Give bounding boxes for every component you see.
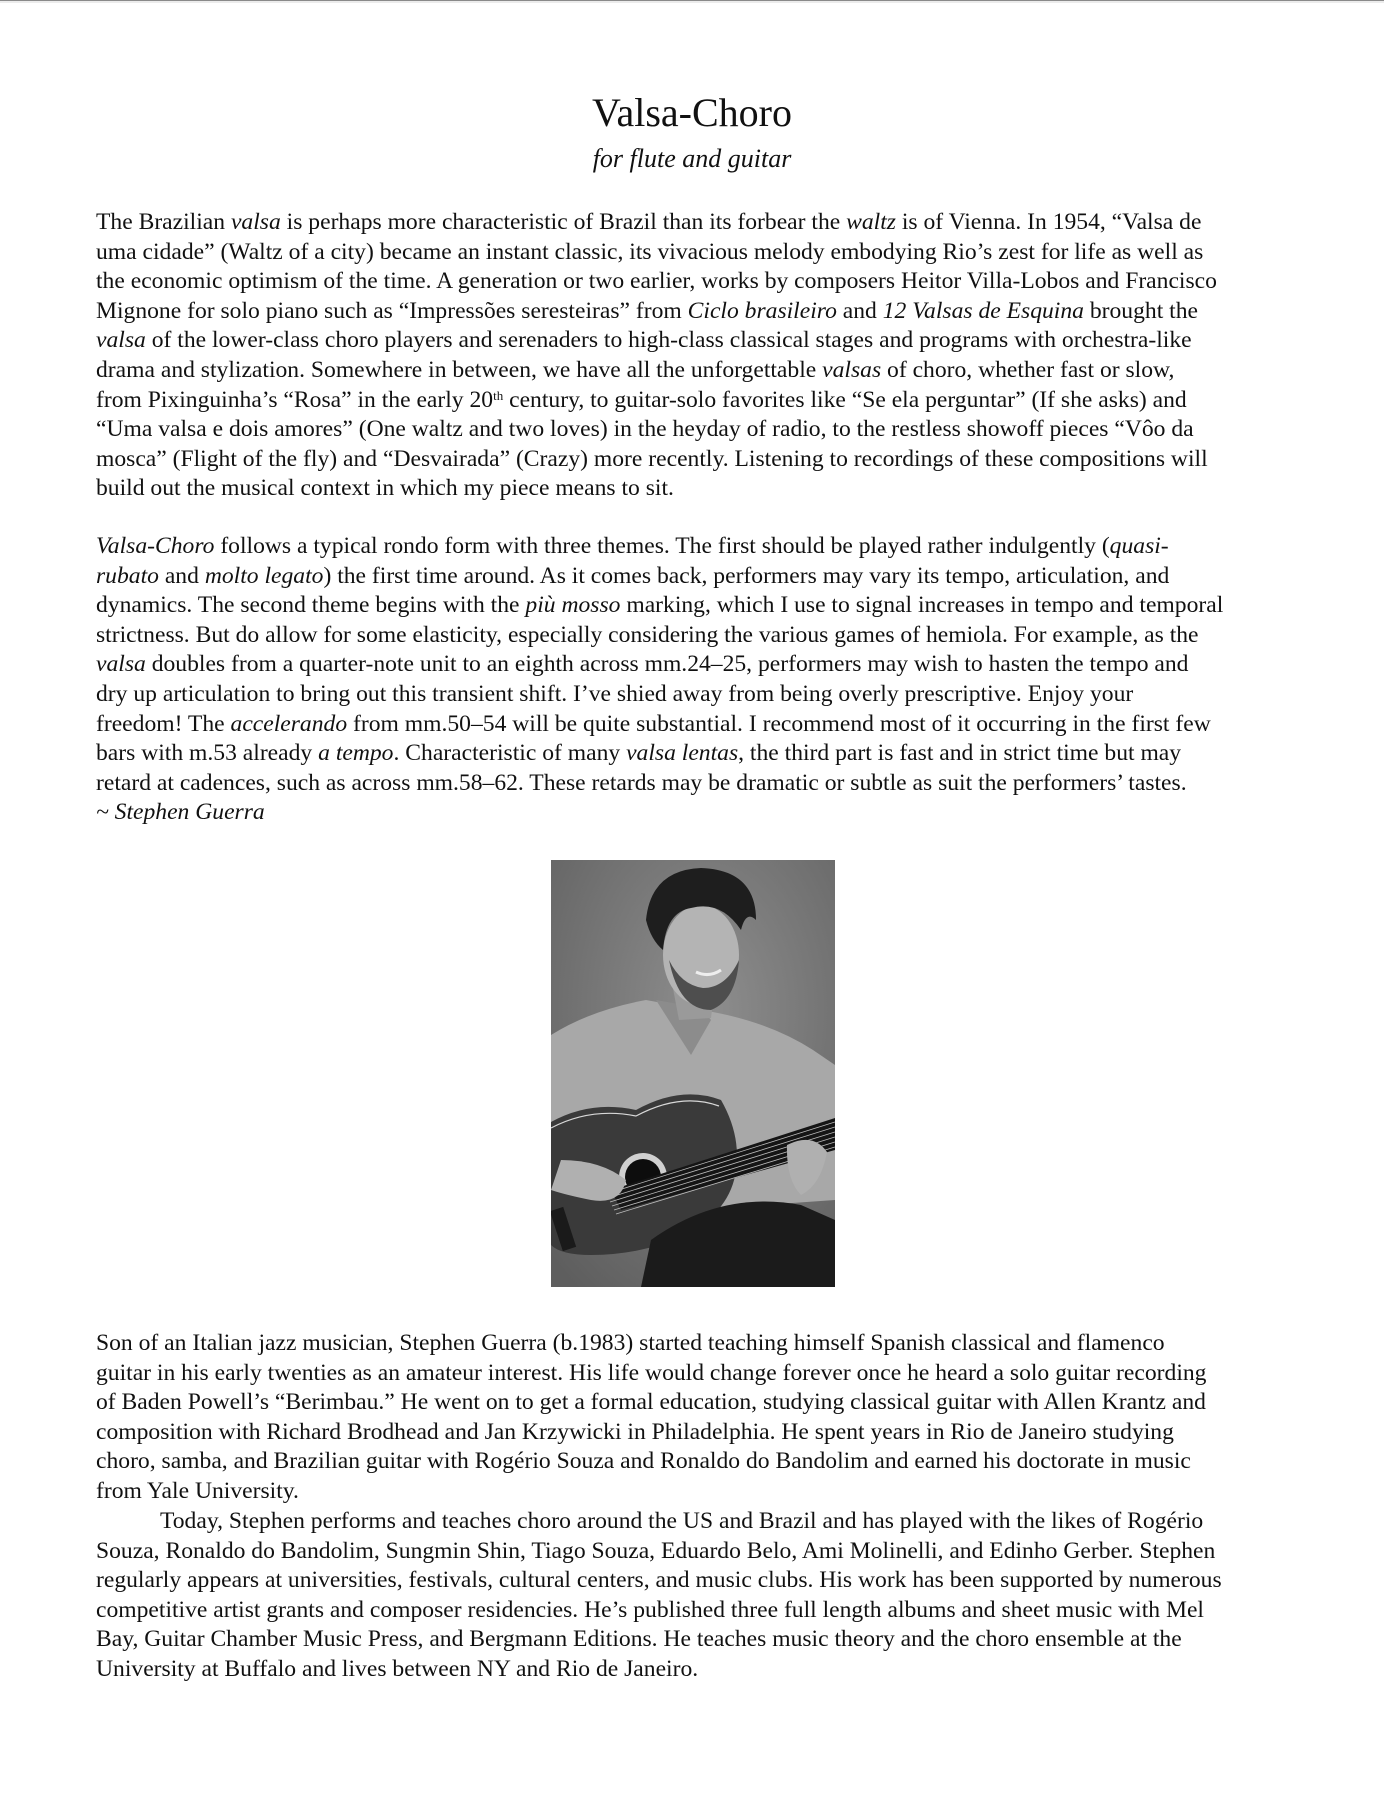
window-top-shadow [0, 1, 1384, 3]
text-run: from mm.50–54 will be quite substantial. I recommend most of it occurring in the first few [347, 710, 1211, 737]
italic-text: valsa [96, 651, 146, 678]
italic-text: a tempo [318, 740, 394, 767]
italic-text: accelerando [230, 710, 348, 737]
text-line [96, 1566, 1336, 1596]
text-line [96, 621, 1336, 651]
text-run: follows a typical rondo form with three themes. The first should be played rather indulgently ( [214, 533, 1110, 559]
composer-photo-illustration [551, 860, 835, 1287]
text-run: ) the first time around. As it comes back, performers may vary its tempo, articulation, and [323, 562, 1170, 589]
text-line [96, 1388, 1336, 1418]
text-run: University at Buffalo and lives between NY and Rio de Janeiro. [96, 1655, 699, 1682]
page-title: Valsa-Choro [592, 90, 792, 135]
text-line [96, 680, 1336, 710]
text-run: Son of an Italian jazz musician, Stephen Guerra (b.1983) started teaching himself Spanish classical and flamenco [96, 1330, 1165, 1356]
text-run: Bay, Guitar Chamber Music Press, and Bergmann Editions. He teaches music theory and the choro ensemble at the [96, 1626, 1182, 1653]
italic-text: Ciclo brasileiro [687, 297, 837, 324]
text-line [96, 1447, 1336, 1477]
text-line [96, 769, 1336, 799]
italic-text: valsa [96, 327, 146, 354]
biography-paragraph-1 [96, 1329, 1336, 1507]
text-line [96, 445, 1336, 475]
text-line [96, 1418, 1336, 1448]
text-line [96, 710, 1336, 740]
text-line [96, 474, 1336, 504]
biography-paragraph-2 [96, 1507, 1336, 1685]
text-run: choro, samba, and Brazilian guitar with Rogério Souza and Ronaldo do Bandolim and earned his doctorate in music [96, 1448, 1191, 1475]
text-line [96, 532, 1336, 562]
text-run: dry up articulation to bring out this transient shift. I’ve shied away from being overly prescriptive. Enjoy your [96, 680, 1134, 707]
text-run: brought the [1083, 297, 1198, 324]
text-run: and [158, 562, 205, 589]
text-run: doubles from a quarter-note unit to an eighth across mm.24–25, performers may wish to hasten the tempo and [145, 651, 1189, 678]
text-run: The Brazilian [96, 209, 231, 235]
text-run: is of Vienna. In 1954, “Valsa de [895, 209, 1202, 235]
text-run: build out the musical context in which my piece means to sit. [96, 475, 674, 502]
text-run: the economic optimism of the time. A generation or two earlier, works by composers Heitor Villa-Lobos and Francisco [96, 268, 1217, 295]
text-line [96, 650, 1336, 680]
italic-text: Valsa-Choro [96, 533, 215, 559]
text-line [96, 1625, 1336, 1655]
composer-photo [551, 860, 835, 1287]
text-line [96, 798, 1336, 828]
text-run: freedom! The [96, 710, 231, 737]
italic-text: più mosso [525, 592, 621, 619]
superscript-text: th [493, 387, 504, 403]
text-run: regularly appears at universities, festivals, cultural centers, and music clubs. His work has been supported by numerous [96, 1567, 1222, 1594]
text-line [96, 591, 1336, 621]
text-run: of choro, whether fast or slow, [881, 356, 1175, 383]
text-run: from Pixinguinha’s “Rosa” in the early 20 [96, 386, 494, 413]
text-line [96, 356, 1336, 386]
italic-text: molto legato [204, 562, 324, 589]
text-line [96, 1537, 1336, 1567]
italic-text: valsas [822, 356, 882, 383]
text-run: is perhaps more characteristic of Brazil than its forbear the [280, 209, 847, 235]
text-run: Today, Stephen performs and teaches choro around the US and Brazil and has played with the likes of Rogério [160, 1508, 1204, 1534]
text-line [96, 562, 1336, 592]
text-run: century, to guitar-solo favorites like “Se ela perguntar” (If she asks) and [503, 386, 1187, 413]
text-run: retard at cadences, such as across mm.58–62. These retards may be dramatic or subtle as suit the performers’ tastes. [96, 769, 1187, 796]
text-run: marking, which I use to signal increases in tempo and temporal [620, 592, 1224, 619]
text-run: composition with Richard Brodhead and Jan Krzywicki in Philadelphia. He spent years in Rio de Janeiro studying [96, 1418, 1174, 1445]
text-run: and [836, 297, 883, 324]
text-run: dynamics. The second theme begins with the [96, 592, 526, 619]
italic-text: ~ Stephen Guerra [96, 799, 265, 826]
text-line [96, 1477, 1336, 1507]
italic-text: valsa lentas [626, 740, 739, 767]
italic-text: rubato [96, 562, 159, 589]
text-run: . Characteristic of many [393, 740, 627, 767]
text-line [96, 297, 1336, 327]
text-run: , the third part is fast and in strict time but may [738, 740, 1182, 767]
text-line [96, 1596, 1336, 1626]
text-run: mosca” (Flight of the fly) and “Desvairada” (Crazy) more recently. Listening to recordings of these compositions will [96, 445, 1208, 472]
text-run: competitive artist grants and composer residencies. He’s published three full length albums and sheet music with Mel [96, 1596, 1204, 1623]
program-note-paragraph-2 [96, 532, 1336, 828]
text-run: uma cidade” (Waltz of a city) became an instant classic, its vivacious melody embodying Rio’s zest for life as well as [96, 238, 1204, 265]
text-line [96, 267, 1336, 297]
text-line [96, 739, 1336, 769]
text-run: drama and stylization. Somewhere in between, we have all the unforgettable [96, 356, 823, 383]
italic-text: waltz [846, 209, 896, 235]
text-run: guitar in his early twenties as an amateur interest. His life would change forever once he heard a solo guitar recording [96, 1359, 1207, 1386]
text-run: bars with m.53 already [96, 740, 319, 767]
page-subtitle: for flute and guitar [592, 144, 792, 173]
text-line [96, 1655, 1336, 1685]
italic-text: 12 Valsas de Esquina [882, 297, 1084, 324]
italic-text: valsa [230, 209, 281, 235]
text-run: strictness. But do allow for some elasticity, especially considering the various games of hemiola. For example, as the [96, 621, 1199, 648]
text-run: of the lower-class choro players and serenaders to high-class classical stages and programs with orchestra-like [145, 327, 1192, 354]
text-run: Mignone for solo piano such as “Impressões seresteiras” from [96, 297, 688, 324]
program-note-paragraph-1 [96, 208, 1336, 504]
text-line [96, 1507, 1336, 1537]
text-line [96, 1359, 1336, 1389]
text-line [96, 238, 1336, 268]
text-line [96, 386, 1336, 416]
text-line [96, 208, 1336, 238]
italic-text: quasi- [1109, 533, 1169, 559]
text-run: from Yale University. [96, 1477, 299, 1504]
text-line [96, 326, 1336, 356]
text-line [96, 1329, 1336, 1359]
text-run: “Uma valsa e dois amores” (One waltz and two loves) in the heyday of radio, to the restless showoff pieces “Vôo da [96, 416, 1194, 443]
text-run: Souza, Ronaldo do Bandolim, Sungmin Shin, Tiago Souza, Eduardo Belo, Ami Molinelli, and Edinho Gerber. Stephen [96, 1537, 1216, 1564]
text-run: of Baden Powell’s “Berimbau.” He went on to get a formal education, studying classical guitar with Allen Krantz and [96, 1389, 1206, 1416]
text-line [96, 415, 1336, 445]
